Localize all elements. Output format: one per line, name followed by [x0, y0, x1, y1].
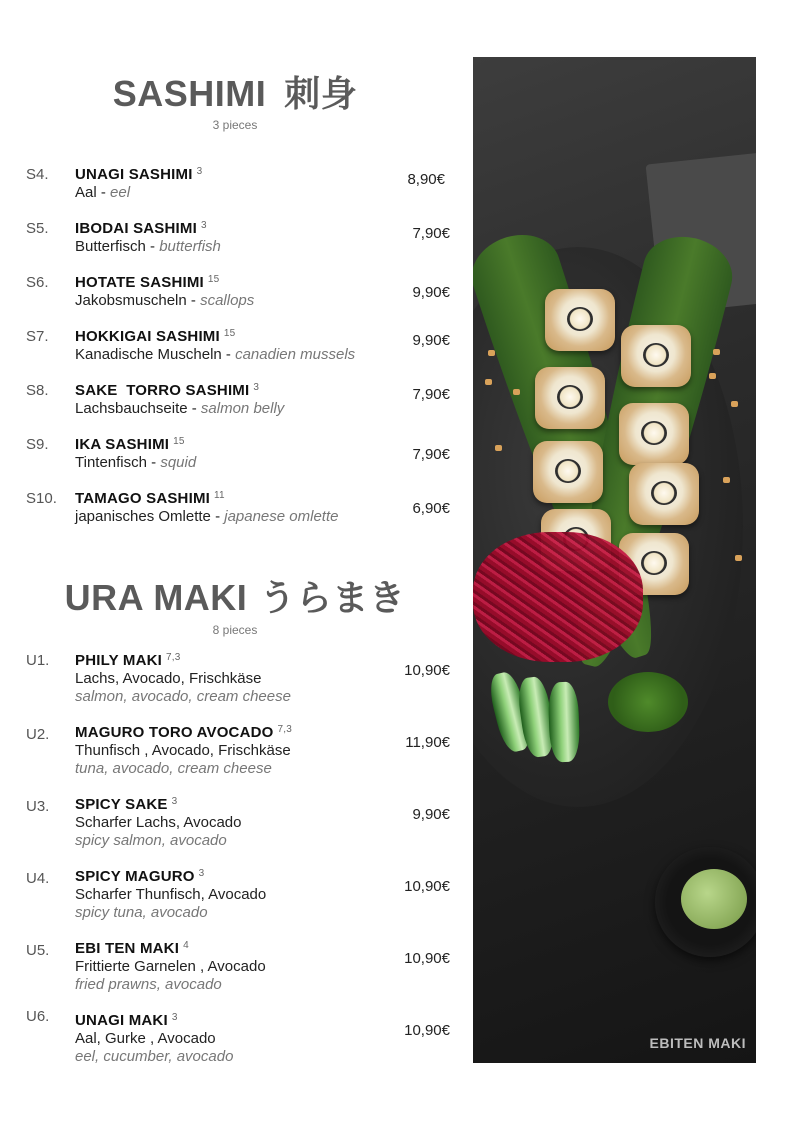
- item-price: 7,90€: [412, 446, 450, 463]
- item-description: Scharfer Thunfisch, Avocado: [75, 886, 267, 903]
- allergen-code: 4: [183, 940, 189, 951]
- sushi-roll: [545, 289, 615, 351]
- item-name: SAKE TORRO SASHIMI $^3$: [75, 382, 260, 399]
- item-code: S5.: [26, 220, 49, 237]
- food-photo: [473, 57, 756, 1063]
- nut-crumb: [485, 379, 492, 385]
- sushi-roll: [629, 463, 699, 525]
- allergen-code: 3: [200, 220, 207, 231]
- item-code: S6.: [26, 274, 49, 291]
- parsley-garnish: [608, 672, 688, 732]
- item-price: 7,90€: [412, 225, 450, 242]
- allergen-code: 3: [171, 796, 178, 807]
- allergen-code: 3: [198, 868, 205, 879]
- item-price: 9,90€: [412, 806, 450, 823]
- allergen-code: 3: [196, 166, 203, 177]
- item-name: UNAGI SASHIMI $^3$: [75, 166, 203, 183]
- uramaki-subtitle: 8 pieces: [212, 623, 258, 637]
- item-description: Lachs, Avocado, Frischkäse: [75, 670, 262, 687]
- nut-crumb: [513, 389, 520, 395]
- item-code: S7.: [26, 328, 49, 345]
- item-price: 7,90€: [412, 386, 450, 403]
- item-name: PHILY MAKI $^{7,3}$: [75, 652, 181, 669]
- item-price: 9,90€: [412, 332, 450, 349]
- nut-crumb: [488, 350, 495, 356]
- wasabi: [681, 869, 747, 929]
- item-price: 8,90€: [407, 171, 445, 188]
- item-translation: tuna, avocado, cream cheese: [75, 760, 272, 777]
- sushi-roll: [533, 441, 603, 503]
- nut-crumb: [709, 373, 716, 379]
- item-description: Lachsbauchseite - salmon belly: [75, 400, 285, 417]
- item-name: MAGURO TORO AVOCADO $^{7,3}$: [75, 724, 293, 741]
- allergen-code: 15: [207, 274, 220, 285]
- item-price: 6,90€: [412, 500, 450, 517]
- nut-crumb: [495, 445, 502, 451]
- allergen-code: 3: [253, 382, 260, 393]
- item-code: U6.: [26, 1008, 50, 1025]
- sashimi-subtitle: 3 pieces: [212, 118, 258, 132]
- beetroot-strips: [473, 532, 643, 662]
- item-price: 9,90€: [412, 284, 450, 301]
- item-description: Aal - eel: [75, 184, 131, 201]
- item-price: 11,90€: [405, 734, 450, 751]
- item-translation: eel, cucumber, avocado: [75, 1048, 234, 1065]
- sashimi-title-text: SASHIMI: [112, 73, 267, 114]
- item-description: japanisches Omlette - japanese omlette: [75, 508, 339, 525]
- uramaki-title-text: URA MAKI: [64, 577, 248, 618]
- item-description: Thunfisch , Avocado, Frischkäse: [75, 742, 291, 759]
- item-translation: fried prawns, avocado: [75, 976, 222, 993]
- nut-crumb: [731, 401, 738, 407]
- cucumber-slice: [548, 682, 581, 763]
- item-name: SPICY MAGURO $^3$: [75, 868, 205, 885]
- item-name: IBODAI SASHIMI $^3$: [75, 220, 207, 237]
- sushi-roll: [619, 403, 689, 465]
- allergen-code: 15: [223, 328, 236, 339]
- item-name: TAMAGO SASHIMI $^{11}$: [75, 490, 225, 507]
- nut-crumb: [735, 555, 742, 561]
- item-description: Aal, Gurke , Avocado: [75, 1030, 216, 1047]
- item-translation: salmon, avocado, cream cheese: [75, 688, 291, 705]
- uramaki-title: [0, 570, 470, 621]
- item-name: SPICY SAKE $^3$: [75, 796, 178, 813]
- item-code: S8.: [26, 382, 49, 399]
- item-code: S10.: [26, 490, 57, 507]
- item-code: S9.: [26, 436, 49, 453]
- item-code: U1.: [26, 652, 50, 669]
- item-description: Kanadische Muscheln - canadien mussels: [75, 346, 356, 363]
- uramaki-title-jp: うらまき: [259, 577, 406, 618]
- sushi-roll: [535, 367, 605, 429]
- item-name: IKA SASHIMI $^{15}$: [75, 436, 185, 453]
- item-description: Jakobsmuscheln - scallops: [75, 292, 255, 309]
- item-description: Butterfisch - butterfish: [75, 238, 221, 255]
- item-name: HOTATE SASHIMI $^{15}$: [75, 274, 220, 291]
- nut-crumb: [723, 477, 730, 483]
- item-price: 10,90€: [404, 1022, 450, 1039]
- allergen-code: 3: [171, 1012, 178, 1023]
- item-description: Frittierte Garnelen , Avocado: [75, 958, 266, 975]
- sashimi-title-jp: 刺身: [284, 73, 358, 114]
- item-code: U5.: [26, 942, 50, 959]
- sashimi-title: [0, 66, 470, 117]
- allergen-code: 7,3: [166, 652, 181, 663]
- item-code: S4.: [26, 166, 49, 183]
- item-price: 10,90€: [404, 878, 450, 895]
- item-code: U3.: [26, 798, 50, 815]
- item-translation: spicy tuna, avocado: [75, 904, 208, 921]
- item-name: EBI TEN MAKI $^4$: [75, 940, 189, 957]
- photo-caption: EBITEN MAKI: [649, 1035, 746, 1051]
- allergen-code: 15: [173, 436, 185, 447]
- allergen-code: 7,3: [277, 724, 293, 735]
- item-price: 10,90€: [404, 662, 450, 679]
- item-name: UNAGI MAKI $^3$: [75, 1012, 178, 1029]
- item-description: Tintenfisch - squid: [75, 454, 197, 471]
- item-name: HOKKIGAI SASHIMI $^{15}$: [75, 328, 236, 345]
- item-description: Scharfer Lachs, Avocado: [75, 814, 242, 831]
- wasabi-bowl: [655, 847, 756, 957]
- sushi-roll: [621, 325, 691, 387]
- item-code: U4.: [26, 870, 50, 887]
- item-translation: spicy salmon, avocado: [75, 832, 227, 849]
- nut-crumb: [713, 349, 720, 355]
- item-price: 10,90€: [404, 950, 450, 967]
- allergen-code: 11: [214, 490, 225, 501]
- item-code: U2.: [26, 726, 50, 743]
